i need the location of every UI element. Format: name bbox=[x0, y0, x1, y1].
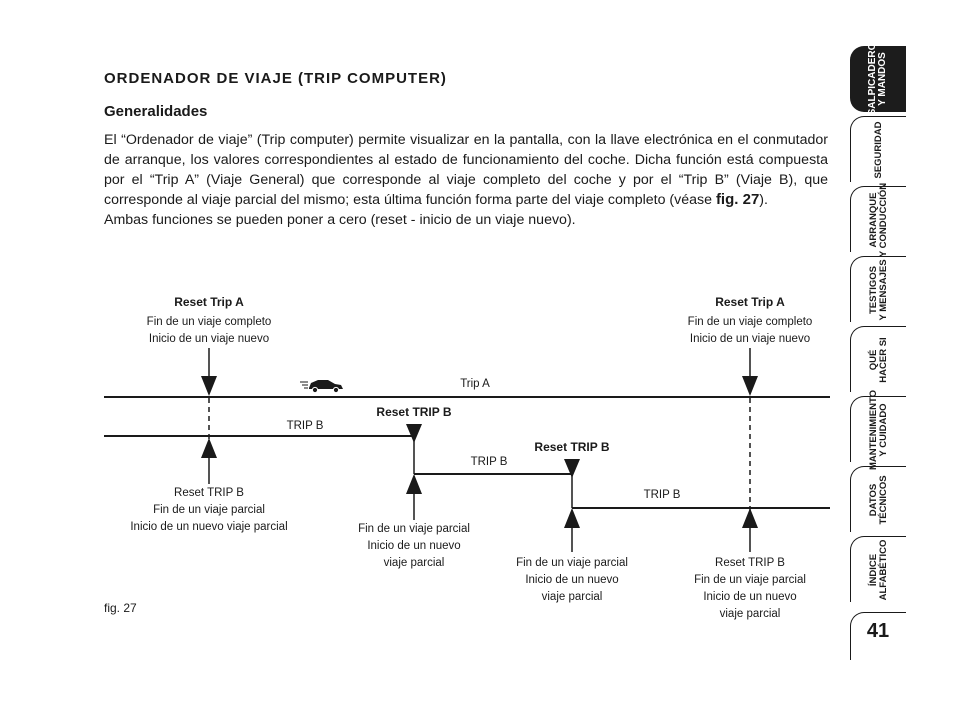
section-subheading: Generalidades bbox=[104, 103, 208, 120]
bottom-mid1-line3: viaje parcial bbox=[383, 557, 445, 569]
arrow-up-mid1 bbox=[406, 474, 422, 520]
trip-a-label: Trip A bbox=[460, 378, 490, 390]
tab-label: QUÉ HACER SI bbox=[867, 336, 889, 383]
bottom-left-line3: Inicio de un nuevo viaje parcial bbox=[130, 521, 288, 533]
arrow-up-left bbox=[201, 438, 217, 484]
paragraph-1-end: ). bbox=[759, 192, 768, 208]
page-heading: ORDENADOR DE VIAJE (TRIP COMPUTER) bbox=[104, 70, 447, 87]
tab-seguridad[interactable] bbox=[850, 116, 906, 182]
reset-trip-b-top-1: Reset TRIP B bbox=[376, 405, 452, 419]
paragraph-2: Ambas funciones se pueden poner a cero (reset - inicio de un viaje nuevo). bbox=[104, 212, 576, 228]
reset-trip-a-left-line1: Fin de un viaje completo bbox=[146, 316, 272, 328]
tab-label: ARRANQUE Y CONDUCCIÓN bbox=[867, 182, 889, 257]
tab-label: TESTIGOS Y MENSAJES bbox=[867, 258, 889, 321]
bottom-right-line1: Reset TRIP B bbox=[715, 557, 785, 569]
arrow-up-right bbox=[742, 508, 758, 552]
tab-indice[interactable] bbox=[850, 536, 906, 602]
bottom-mid1-line1: Fin de un viaje parcial bbox=[358, 523, 470, 535]
tab-label: MANTENIMIENTO Y CUIDADO bbox=[867, 389, 889, 470]
figure-caption: fig. 27 bbox=[104, 601, 137, 615]
reset-trip-a-left-title: Reset Trip A bbox=[174, 295, 244, 309]
tab-salpicadero[interactable] bbox=[850, 42, 906, 116]
figure-reference: fig. 27 bbox=[715, 191, 760, 208]
reset-trip-b-top-2: Reset TRIP B bbox=[534, 440, 610, 454]
tab-label: SEGURIDAD bbox=[872, 120, 884, 179]
tab-label: SALPICADERO Y MANDOS bbox=[867, 42, 888, 116]
tab-que-hacer[interactable] bbox=[850, 326, 906, 392]
bottom-right-line4: viaje parcial bbox=[719, 608, 781, 620]
reset-trip-a-right-title: Reset Trip A bbox=[715, 295, 785, 309]
trip-b-label-1: TRIP B bbox=[286, 420, 324, 432]
tab-arranque[interactable] bbox=[850, 182, 906, 257]
arrow-down-mid2 bbox=[564, 459, 580, 478]
tab-datos-tecnicos[interactable] bbox=[850, 466, 906, 532]
bottom-mid2-line1: Fin de un viaje parcial bbox=[516, 557, 628, 569]
arrow-up-mid2 bbox=[564, 508, 580, 552]
chapter-sidebar bbox=[850, 42, 906, 660]
tab-testigos[interactable] bbox=[850, 256, 906, 322]
tab-label: DATOS TÉCNICOS bbox=[867, 474, 889, 525]
arrow-down-right bbox=[742, 348, 758, 396]
bottom-mid2-line2: Inicio de un nuevo bbox=[525, 574, 619, 586]
reset-trip-a-left-line2: Inicio de un viaje nuevo bbox=[148, 333, 270, 345]
arrow-down-mid1 bbox=[406, 424, 422, 443]
tab-label: ÍNDICE ALFABÉTICO bbox=[867, 539, 889, 600]
bottom-right-line2: Fin de un viaje parcial bbox=[694, 574, 806, 586]
bottom-left-line2: Fin de un viaje parcial bbox=[153, 504, 265, 516]
tab-mantenimiento[interactable] bbox=[850, 389, 906, 470]
arrow-down-left bbox=[201, 348, 217, 396]
reset-trip-a-right-line1: Fin de un viaje completo bbox=[687, 316, 813, 328]
bottom-left-line1: Reset TRIP B bbox=[174, 487, 244, 499]
trip-b-label-3: TRIP B bbox=[643, 489, 681, 501]
bottom-right-line3: Inicio de un nuevo bbox=[703, 591, 797, 603]
trip-b-label-2: TRIP B bbox=[470, 456, 508, 468]
page-number: 41 bbox=[866, 620, 890, 642]
reset-trip-a-right-line2: Inicio de un viaje nuevo bbox=[689, 333, 811, 345]
car-icon bbox=[300, 380, 343, 393]
bottom-mid2-line3: viaje parcial bbox=[541, 591, 603, 603]
bottom-mid1-line2: Inicio de un nuevo bbox=[367, 540, 461, 552]
paragraph-1-text: El “Ordenador de viaje” (Trip computer) permite visualizar en la pantalla, con la llave electrónica en el conmutador de arranque, los valores correspondientes al estado de funcionamiento del coche. Dicha función está compuesta por el “Trip A” (Viaje General) que corresponde al viaje completo del coche y por el “Trip B” (Viaje B), que corresponde al viaje parcial del mismo; esta última función forma parte del viaje completo (véase bbox=[104, 132, 828, 208]
